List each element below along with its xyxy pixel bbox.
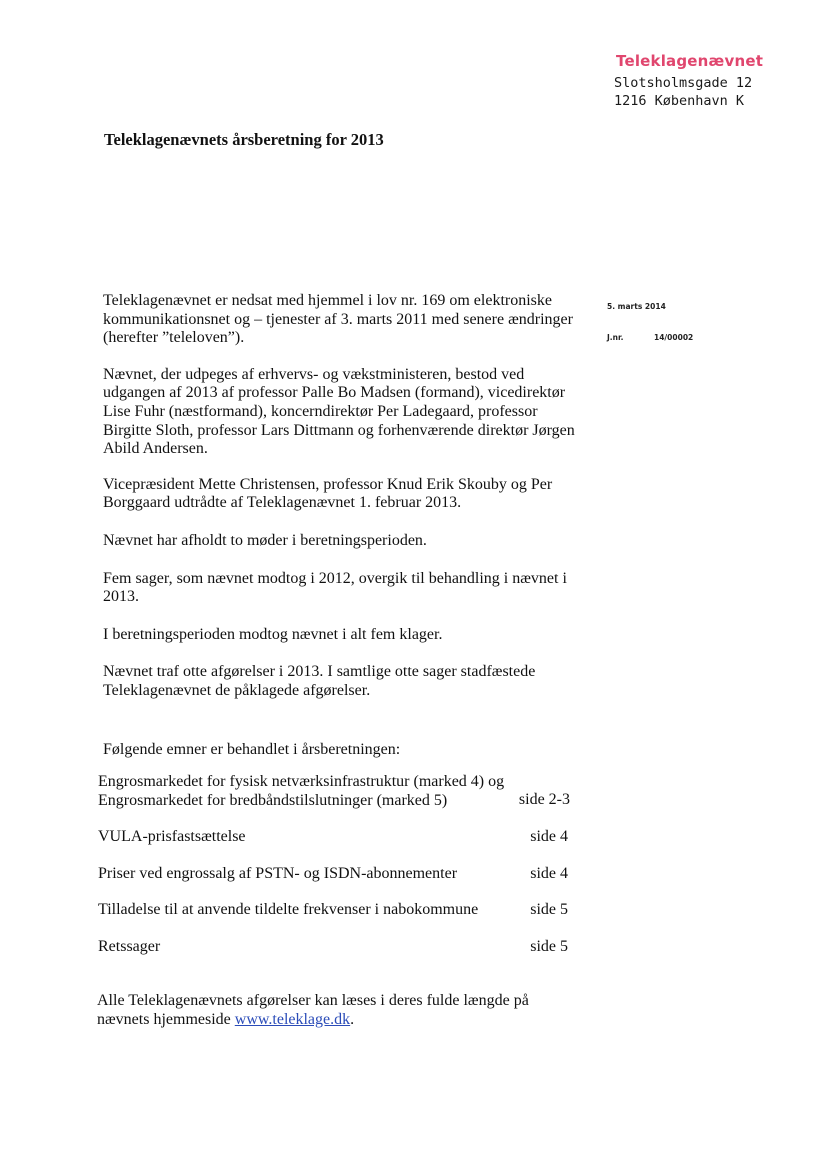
toc-item	[98, 865, 570, 884]
paragraph: Nævnet, der udpeges af erhvervs- og vækstministeren, bestod ved udgangen af 2013 af professor Palle Bo Madsen (formand), vicedirektør Lise Fuhr (næstformand), koncerndirektør Per Ladegaard, professor Birgitte Sloth, professor Lars Dittmann og forhenværende direktør Jørgen Abild Andersen.	[103, 365, 575, 458]
website-link[interactable]: www.teleklage.dk	[234, 1010, 351, 1028]
paragraph: Teleklagenævnet er nedsat med hjemmel i lov nr. 169 om elektroniske kommunikationsnet og – tjenester af 3. marts 2011 med senere ændringer (herefter ”teleloven”).	[103, 292, 573, 347]
closing-trailing: .	[350, 1010, 355, 1028]
paragraph: Følgende emner er behandlet i årsberetningen:	[103, 740, 401, 758]
closing-paragraph	[97, 992, 577, 1029]
toc-item-page: side 4	[530, 864, 568, 882]
toc-item-page: side 2-3	[518, 791, 570, 809]
toc-item-label: VULA-prisfastsættelse	[98, 828, 246, 845]
paragraph: I beretningsperioden modtog nævnet i alt fem klager.	[103, 625, 443, 643]
paragraph: Nævnet traf otte afgørelser i 2013. I samtlige otte sager stadfæstede Teleklagenævnet de påklagede afgørelser.	[103, 663, 536, 699]
letterhead-address-street: Slotsholmsgade 12	[614, 75, 753, 91]
body-text	[103, 292, 581, 776]
paragraph: Fem sager, som nævnet modtog i 2012, overgik til behandling i nævnet i 2013.	[103, 569, 567, 606]
toc-item-page: side 5	[530, 937, 568, 955]
meta-jnr-value: 14/00002	[654, 333, 694, 342]
toc-item-page: side 5	[530, 901, 568, 919]
toc-item-label: Retssager	[98, 937, 161, 955]
toc-item-label: Priser ved engrossalg af PSTN- og ISDN-abonnementer	[98, 864, 458, 882]
toc-item	[98, 901, 570, 920]
toc-item	[98, 938, 570, 957]
toc-item	[98, 828, 570, 847]
table-of-contents	[98, 773, 570, 956]
closing-text: Alle Teleklagenævnets afgørelser kan læses i deres fulde længde på nævnets hjemmeside	[97, 992, 529, 1028]
paragraph: Nævnet har afholdt to møder i beretningsperioden.	[103, 531, 427, 549]
letterhead-address-city: 1216 København K	[614, 93, 745, 109]
toc-item-page: side 4	[530, 828, 568, 845]
toc-item	[98, 773, 570, 810]
meta-jnr-label: J.nr.	[607, 333, 624, 342]
toc-item-label: Tilladelse til at anvende tildelte frekvenser i nabokommune	[98, 901, 479, 919]
letterhead-org-name: Teleklagenævnet	[616, 52, 764, 70]
meta-date: 5. marts 2014	[607, 302, 666, 311]
toc-item-label-line1: Engrosmarkedet for fysisk netværksinfrastruktur (marked 4) og	[98, 773, 505, 790]
paragraph: Vicepræsident Mette Christensen, professor Knud Erik Skouby og Per Borggaard udtrådte af Teleklagenævnet 1. februar 2013.	[103, 475, 553, 512]
document-title: Teleklagenævnets årsberetning for 2013	[104, 130, 384, 149]
toc-item-label-line2: Engrosmarkedet for bredbåndstilslutninger (marked 5)	[98, 791, 448, 809]
